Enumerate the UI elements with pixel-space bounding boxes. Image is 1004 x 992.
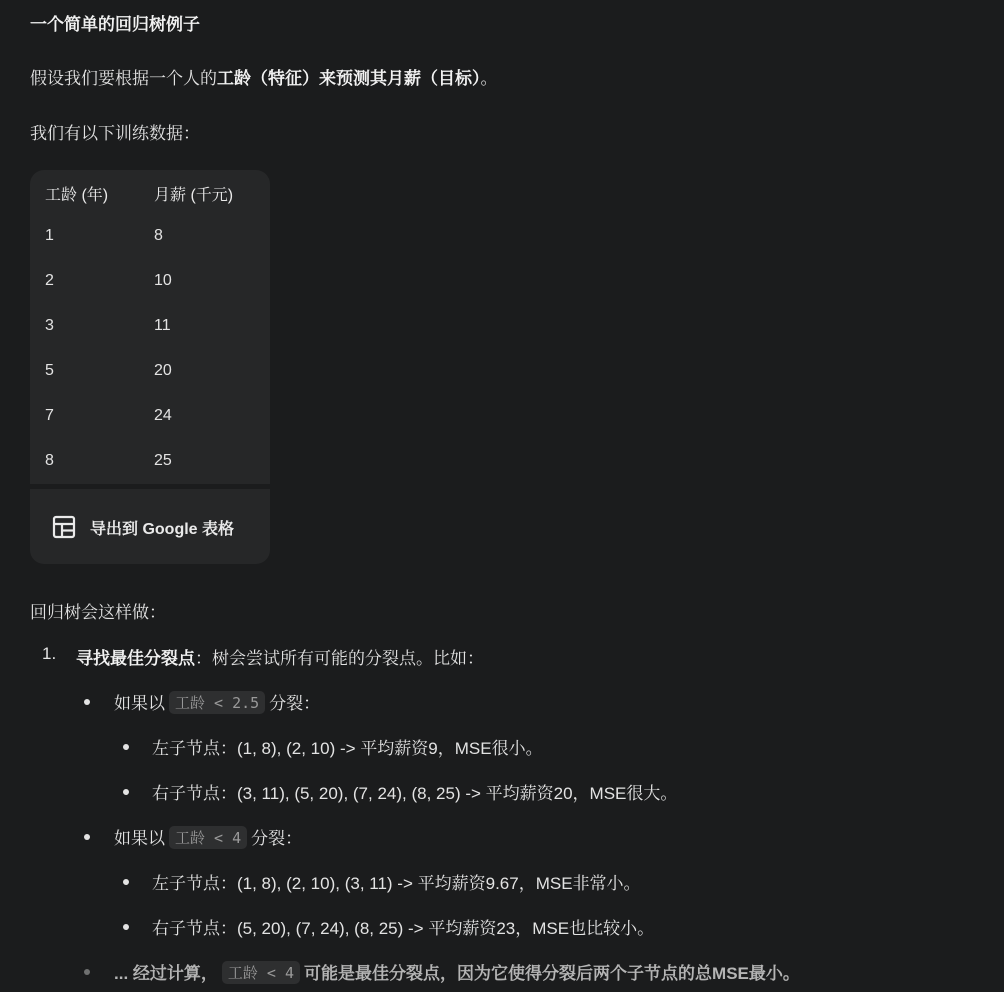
conclusion-code: 工龄 < 4	[222, 961, 300, 984]
step-desc: ：树会尝试所有可能的分裂点。比如：	[195, 649, 484, 668]
data-table	[30, 170, 270, 484]
conclusion-pre: ... 经过计算，	[114, 964, 218, 983]
table-cell: 5	[45, 362, 54, 379]
conclusion-post: 可能是最佳分裂点，因为它使得分裂后两个子节点的总MSE最小。	[304, 964, 800, 983]
split2-left: 左子节点：(1, 8), (2, 10), (3, 11) -> 平均薪资9.67，MSE非常小。	[152, 874, 641, 893]
split2-line	[114, 824, 302, 849]
section-heading: 一个简单的回归树例子	[30, 15, 200, 34]
bullet-dot	[84, 699, 90, 705]
table-cell: 25	[154, 452, 172, 469]
table-cell: 8	[45, 452, 54, 469]
training-intro: 我们有以下训练数据：	[30, 124, 200, 143]
table-cell: 8	[154, 227, 163, 244]
table-cell: 1	[45, 227, 54, 244]
table-cell: 24	[154, 407, 172, 424]
split1-line	[114, 689, 320, 714]
split2-post: 分裂：	[251, 829, 303, 848]
conclusion-line	[114, 959, 800, 984]
step-number: 1.	[42, 644, 57, 663]
bullet-dot	[123, 789, 129, 795]
intro-pre: 假设我们要根据一个人的	[30, 69, 217, 88]
section-title: 回归树会这样做：	[30, 603, 166, 622]
bullet-dot	[123, 924, 129, 930]
split1-code: 工龄 < 2.5	[169, 691, 265, 714]
bullet-dot	[123, 879, 129, 885]
step-bold: 寻找最佳分裂点	[76, 649, 195, 668]
table-cell: 20	[154, 362, 172, 379]
bullet-dot	[123, 744, 129, 750]
intro-target: 预测其月薪（目标）	[336, 69, 481, 88]
export-to-sheets-button[interactable]	[30, 489, 270, 564]
intro-mid: 来	[319, 69, 336, 88]
table-cell: 2	[45, 272, 54, 289]
table-header-salary: 月薪 (千元)	[154, 187, 234, 204]
split2-pre: 如果以	[114, 829, 165, 848]
split2-right: 右子节点：(5, 20), (7, 24), (8, 25) -> 平均薪资23，MSE也比较小。	[152, 919, 655, 938]
intro-feature: 工龄（特征）	[217, 69, 319, 88]
split1-post: 分裂：	[269, 694, 321, 713]
table-cell: 11	[154, 317, 171, 334]
table-header-experience: 工龄 (年)	[45, 187, 109, 204]
split1-left: 左子节点：(1, 8), (2, 10) -> 平均薪资9，MSE很小。	[152, 739, 543, 758]
table-cell: 7	[45, 407, 54, 424]
bullet-dot	[84, 834, 90, 840]
table-icon	[52, 515, 76, 539]
intro-post: 。	[480, 69, 498, 88]
split1-right: 右子节点：(3, 11), (5, 20), (7, 24), (8, 25) -> 平均薪资20，MSE很大。	[152, 784, 678, 803]
table-cell: 3	[45, 317, 54, 334]
intro-paragraph	[30, 64, 498, 89]
export-label: 导出到 Google 表格	[90, 521, 235, 538]
table-cell: 10	[154, 272, 172, 289]
split2-code: 工龄 < 4	[169, 826, 247, 849]
bullet-dot	[84, 969, 90, 975]
split1-pre: 如果以	[114, 694, 165, 713]
step-text	[76, 644, 484, 669]
